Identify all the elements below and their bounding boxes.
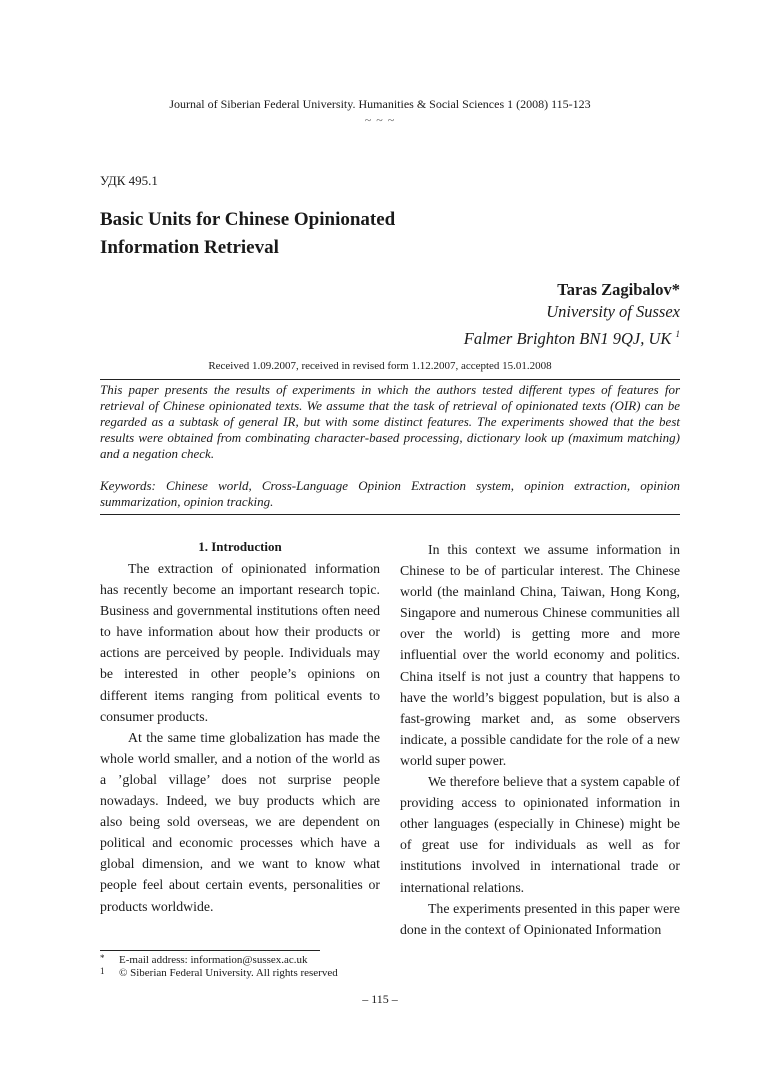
title-line-1: Basic Units for Chinese Opinionated <box>100 209 396 230</box>
paragraph: We therefore believe that a system capable of providing access to opinionated information in other languages (especially in Chinese) might be of great use for individuals as well as for institutions involved in international trade or international relations. <box>400 774 680 895</box>
keywords: Keywords: Chinese world, Cross-Language Opinion Extraction system, opinion extraction, opinion summarization, opinion tracking. <box>100 478 680 510</box>
address-footnote-mark: 1 <box>675 329 680 339</box>
abstract-top-rule <box>100 379 680 380</box>
left-column <box>100 539 380 917</box>
footnote-email <box>100 953 308 966</box>
title-line-2: Information Retrieval <box>100 237 279 258</box>
footnote-copyright <box>100 966 338 979</box>
paragraph: In this context we assume information in Chinese to be of particular interest. The Chinese world (the mainland China, Taiwan, Hong Kong, Singapore and numerous Chinese communities all over the world) is getting more and more influential over the world economy and politics. China itself is not just a country that happens to have the world’s biggest population, but is also a fast-growing market and, as some observers indicate, a possible candidate for the role of a new world super power. <box>400 542 680 768</box>
author-address: Falmer Brighton BN1 9QJ, UK <box>463 329 672 348</box>
section-heading: 1. Introduction <box>198 539 282 554</box>
received-dates: Received 1.09.2007, received in revised form 1.12.2007, accepted 15.01.2008 <box>208 360 552 372</box>
paragraph: At the same time globalization has made the whole world smaller, and a notion of the world as a ’global village’ does not surprise people nowadays. Indeed, we buy products which are also being sold overseas, we are dependent on political and economic processes which have a global dimension, and we want to know what people feel about certain events, personalities or products worldwide. <box>100 729 380 914</box>
paper-title <box>100 206 560 262</box>
author-name: Taras Zagibalov* <box>557 280 680 299</box>
abstract: This paper presents the results of experiments in which the authors tested different types of features for retrieval of Chinese opinionated texts. We assume that the task of retrieval of opinionated texts (OIR) can be regarded as a subtask of general IR, but with some distinct features. The experiments showed that the best results were obtained from combinating character-based processing, dictionary look up (maximum matching) and a negation check. <box>100 382 680 462</box>
paragraph: The extraction of opinionated information has recently become an important research topic. Business and governmental institutions often need to have information about how their products or actions are perceived by people. Individuals may be interested in other people’s opinions on different items ranging from political events to consumer products. <box>100 561 380 724</box>
udk-code: УДК 495.1 <box>100 173 158 188</box>
journal-header: Journal of Siberian Federal University. Humanities & Social Sciences 1 (2008) 115-123 <box>169 97 591 111</box>
abstract-bottom-rule <box>100 514 680 515</box>
footnote-rule <box>100 950 320 951</box>
footnote-mark: 1 <box>100 966 105 976</box>
footnote-text: E-mail address: information@sussex.ac.uk <box>119 954 308 966</box>
footnote-mark: * <box>100 953 105 963</box>
author-address-line <box>464 323 680 350</box>
author-block <box>464 279 680 350</box>
footnote-text: © Siberian Federal University. All rights reserved <box>119 967 338 979</box>
page-number: – 115 – <box>362 992 398 1006</box>
author-affiliation: University of Sussex <box>546 302 680 321</box>
header-ornament: ~ ~ ~ <box>364 113 396 127</box>
right-column <box>400 539 680 940</box>
paragraph: The experiments presented in this paper were done in the context of Opinionated Information <box>400 900 680 937</box>
